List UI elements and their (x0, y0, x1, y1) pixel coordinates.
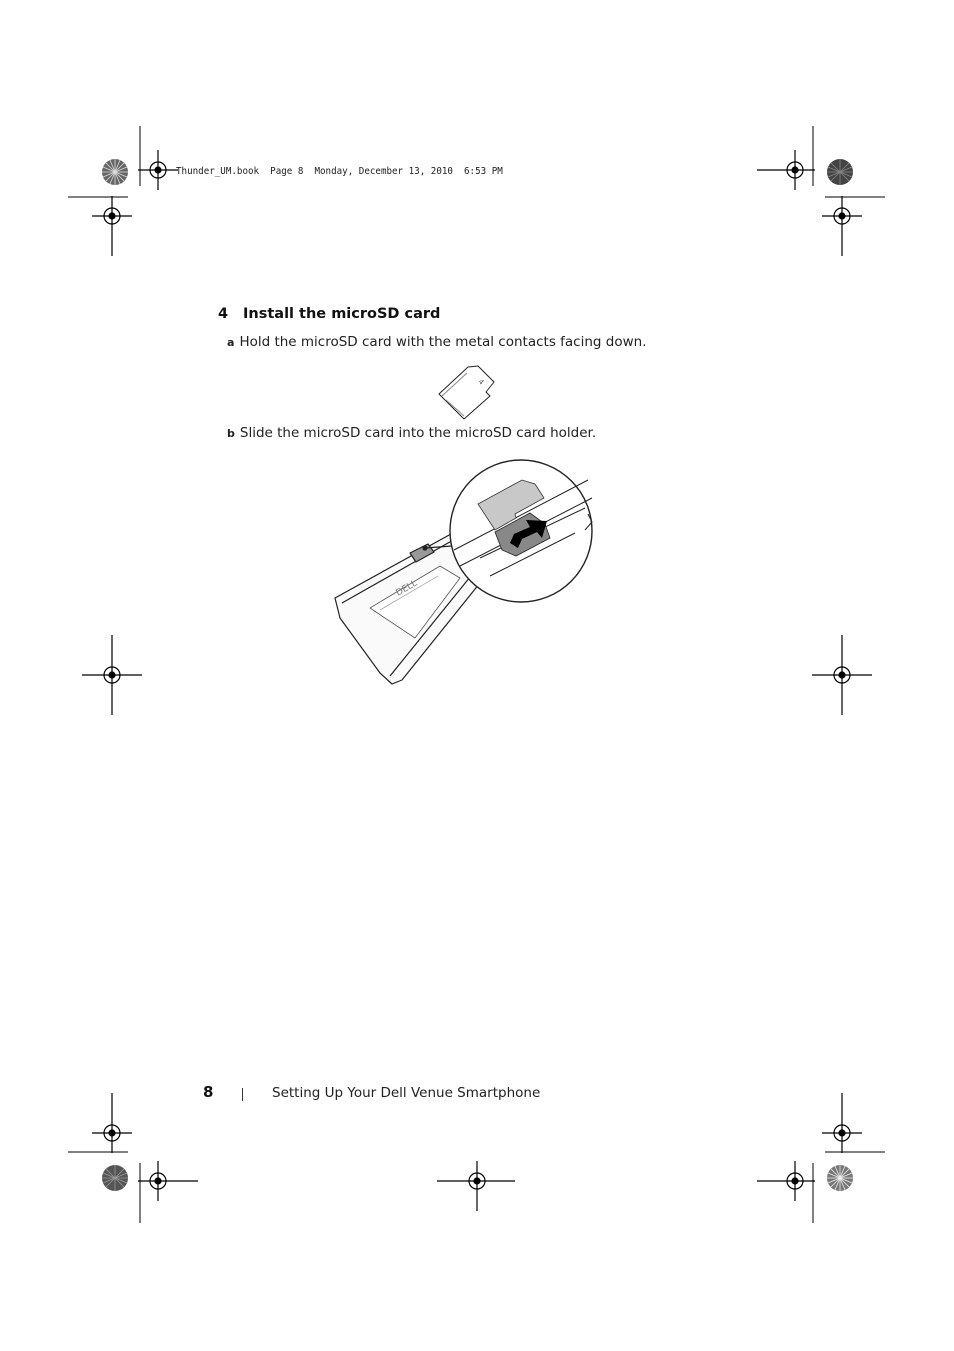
svg-text:4: 4 (476, 377, 486, 387)
footer-separator (242, 1088, 243, 1101)
substep-a (227, 334, 647, 350)
page-number: 8 (203, 1083, 214, 1101)
substep-letter: a (227, 336, 235, 349)
phone-microsd-illustration (330, 458, 610, 698)
step-number: 4 (218, 306, 229, 322)
print-info-header: Thunder_UM.book Page 8 Monday, December 13, 2010 6:53 PM (176, 166, 503, 177)
phone-dell-logo: DELL (394, 578, 420, 599)
substep-text: Slide the microSD card into the microSD card holder. (239, 425, 597, 441)
substep-b (227, 425, 596, 441)
step-title: Install the microSD card (243, 306, 441, 322)
step-heading (218, 306, 440, 322)
substep-letter: b (227, 427, 235, 440)
microsd-card-icon (434, 362, 504, 422)
substep-text: Hold the microSD card with the metal contacts facing down. (239, 334, 647, 350)
footer-section-title: Setting Up Your Dell Venue Smartphone (272, 1085, 541, 1101)
